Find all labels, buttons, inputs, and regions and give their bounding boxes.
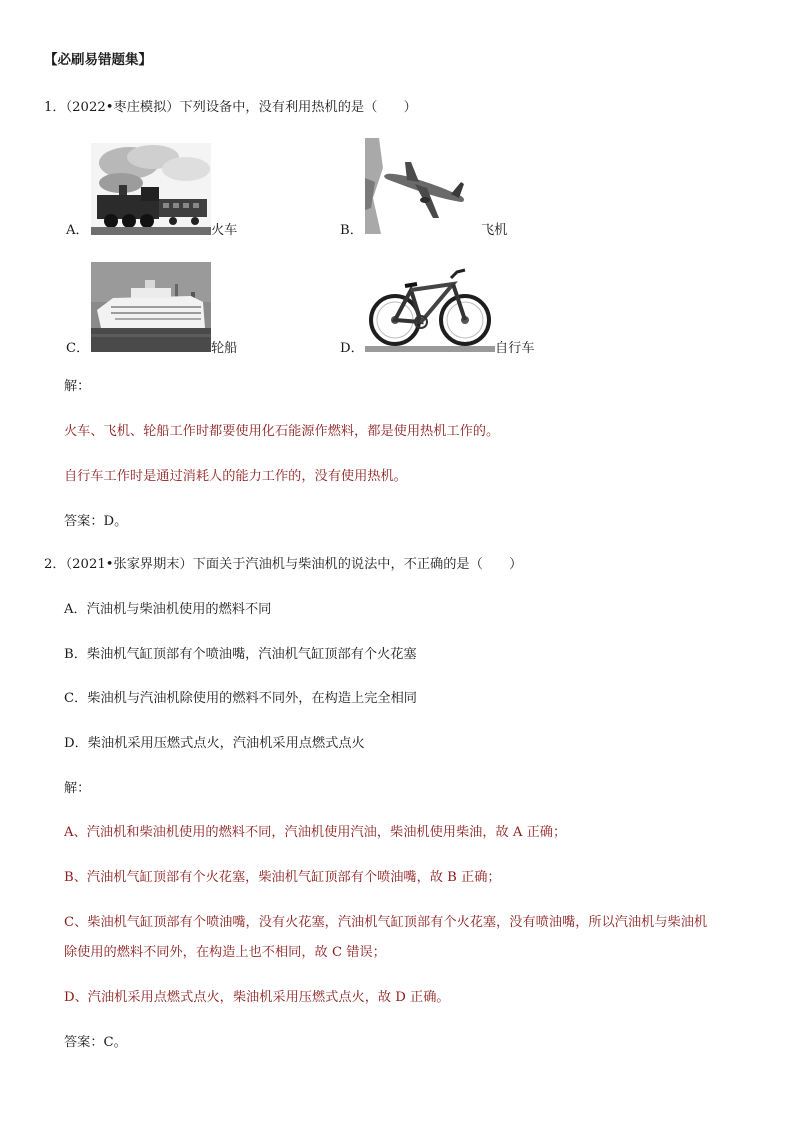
q1-option-d-caption: 自行车 [495, 341, 535, 356]
q2-solution-label: 解： [64, 781, 91, 796]
bicycle-photo [365, 262, 495, 352]
q1-option-c-caption: 轮船 [211, 341, 238, 356]
q1-answer: 答案：D。 [64, 514, 128, 529]
q2-option-c: C．柴油机与汽油机除使用的燃料不同外，在构造上完全相同 [64, 691, 417, 706]
q2-solution-line: C、柴油机气缸顶部有个喷油嘴，没有火花塞，汽油机气缸顶部有个火花塞，没有喷油嘴，所以汽油机与柴油机 [64, 915, 708, 930]
airplane-photo [365, 138, 469, 234]
q1-solution-line: 自行车工作时是通过消耗人的能力工作的，没有使用热机。 [64, 469, 407, 484]
q1-option-a-caption: 火车 [211, 223, 238, 238]
section-title: 【必刷易错题集】 [44, 52, 152, 68]
q2-answer: 答案：C。 [64, 1035, 127, 1050]
q1-option-d-letter: D． [340, 341, 364, 356]
q1-stem: 1．（2022•枣庄模拟）下列设备中，没有利用热机的是（ ） [44, 100, 417, 115]
q2-stem: 2．（2021•张家界期末）下面关于汽油机与柴油机的说法中，不正确的是（ ） [44, 557, 523, 572]
q2-solution-line: B、汽油机气缸顶部有个火花塞，柴油机气缸顶部有个喷油嘴，故 B 正确； [64, 870, 501, 885]
q2-solution-line: A、汽油机和柴油机使用的燃料不同，汽油机使用汽油，柴油机使用柴油，故 A 正确； [64, 825, 567, 840]
q1-option-b-letter: B． [340, 223, 363, 238]
q1-option-c-letter: C． [66, 341, 90, 356]
ship-photo [91, 262, 211, 352]
q2-solution-line: 除使用的燃料不同外，在构造上也不相同，故 C 错误； [64, 945, 386, 960]
q1-solution-label: 解： [64, 379, 91, 394]
q2-option-b: B．柴油机气缸顶部有个喷油嘴，汽油机气缸顶部有个火花塞 [64, 647, 417, 662]
q2-option-d: D．柴油机采用压燃式点火，汽油机采用点燃式点火 [64, 736, 365, 751]
train-photo [91, 143, 211, 235]
q2-option-a: A．汽油机与柴油机使用的燃料不同 [64, 602, 272, 617]
q1-option-b-caption: 飞机 [481, 223, 508, 238]
q1-solution-line: 火车、飞机、轮船工作时都要使用化石能源作燃料，都是使用热机工作的。 [64, 424, 500, 439]
q2-solution-line: D、汽油机采用点燃式点火，柴油机采用压燃式点火，故 D 正确。 [64, 990, 450, 1005]
q1-option-a-letter: A． [66, 223, 89, 238]
